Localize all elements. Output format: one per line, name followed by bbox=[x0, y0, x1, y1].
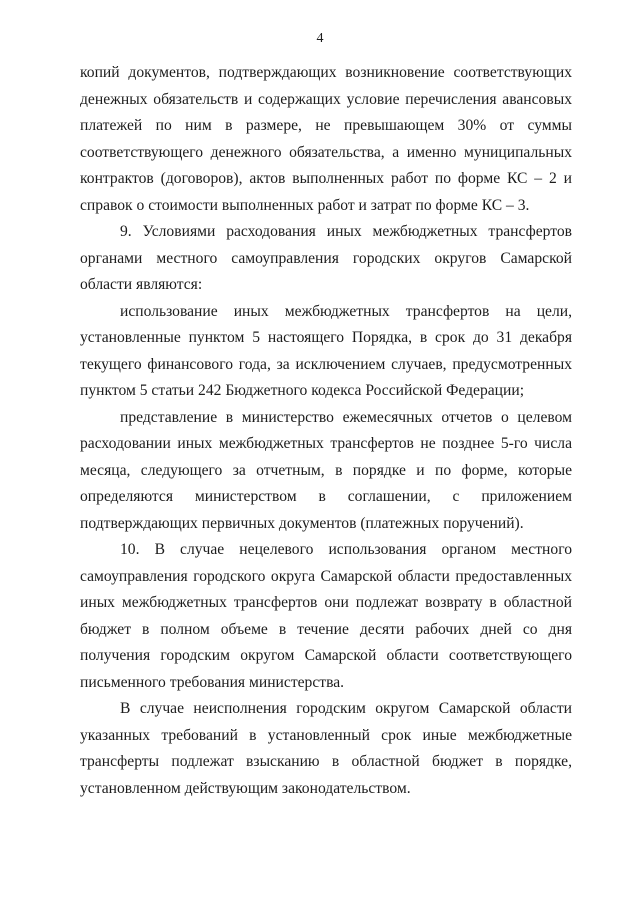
paragraph-condition-reporting: представление в министерство ежемесячных отчетов о целевом расходовании иных межбюджетных трансфертов не позднее 5-го числа месяца, следующего за отчетным, в порядке и по форме, которые определяются министерством в соглашении, с приложением подтверждающих первичных документов (платежных поручений). bbox=[80, 408, 572, 532]
paragraph-condition-usage: использование иных межбюджетных трансфертов на цели, установленные пунктом 5 настоящего Порядка, в срок до 31 декабря текущего финансового года, за исключением случаев, предусмотренных пунктом 5 статьи 242 Бюджетного кодекса Российской Федерации; bbox=[80, 302, 572, 399]
page-number: 4 bbox=[316, 31, 324, 46]
paragraph-item-10: 10. В случае нецелевого использования органом местного самоуправления городского округа Самарской области предоставленных иных межбюджетных трансфертов они подлежат возврату в областной бюджет в полном объеме в течение десяти рабочих дней со дня получения городским округом Самарской области соответствующего письменного требования министерства. bbox=[80, 541, 572, 691]
document-body bbox=[80, 60, 572, 802]
paragraph-item-9: 9. Условиями расходования иных межбюджетных трансфертов органами местного самоуправления городских округов Самарской области являются: bbox=[80, 223, 572, 293]
paragraph-recovery: В случае неисполнения городским округом Самарской области указанных требований в установленный срок иные межбюджетные трансферты подлежат взысканию в областной бюджет в порядке, установленном действующим законодательством. bbox=[80, 700, 572, 797]
paragraph-continuation: копий документов, подтверждающих возникновение соответствующих денежных обязательств и содержащих условие перечисления авансовых платежей по ним в размере, не превышающем 30% от суммы соответствующего денежного обязательства, а именно муниципальных контрактов (договоров), актов выполненных работ по форме КС – 2 и справок о стоимости выполненных работ и затрат по форме КС – 3. bbox=[80, 64, 572, 214]
